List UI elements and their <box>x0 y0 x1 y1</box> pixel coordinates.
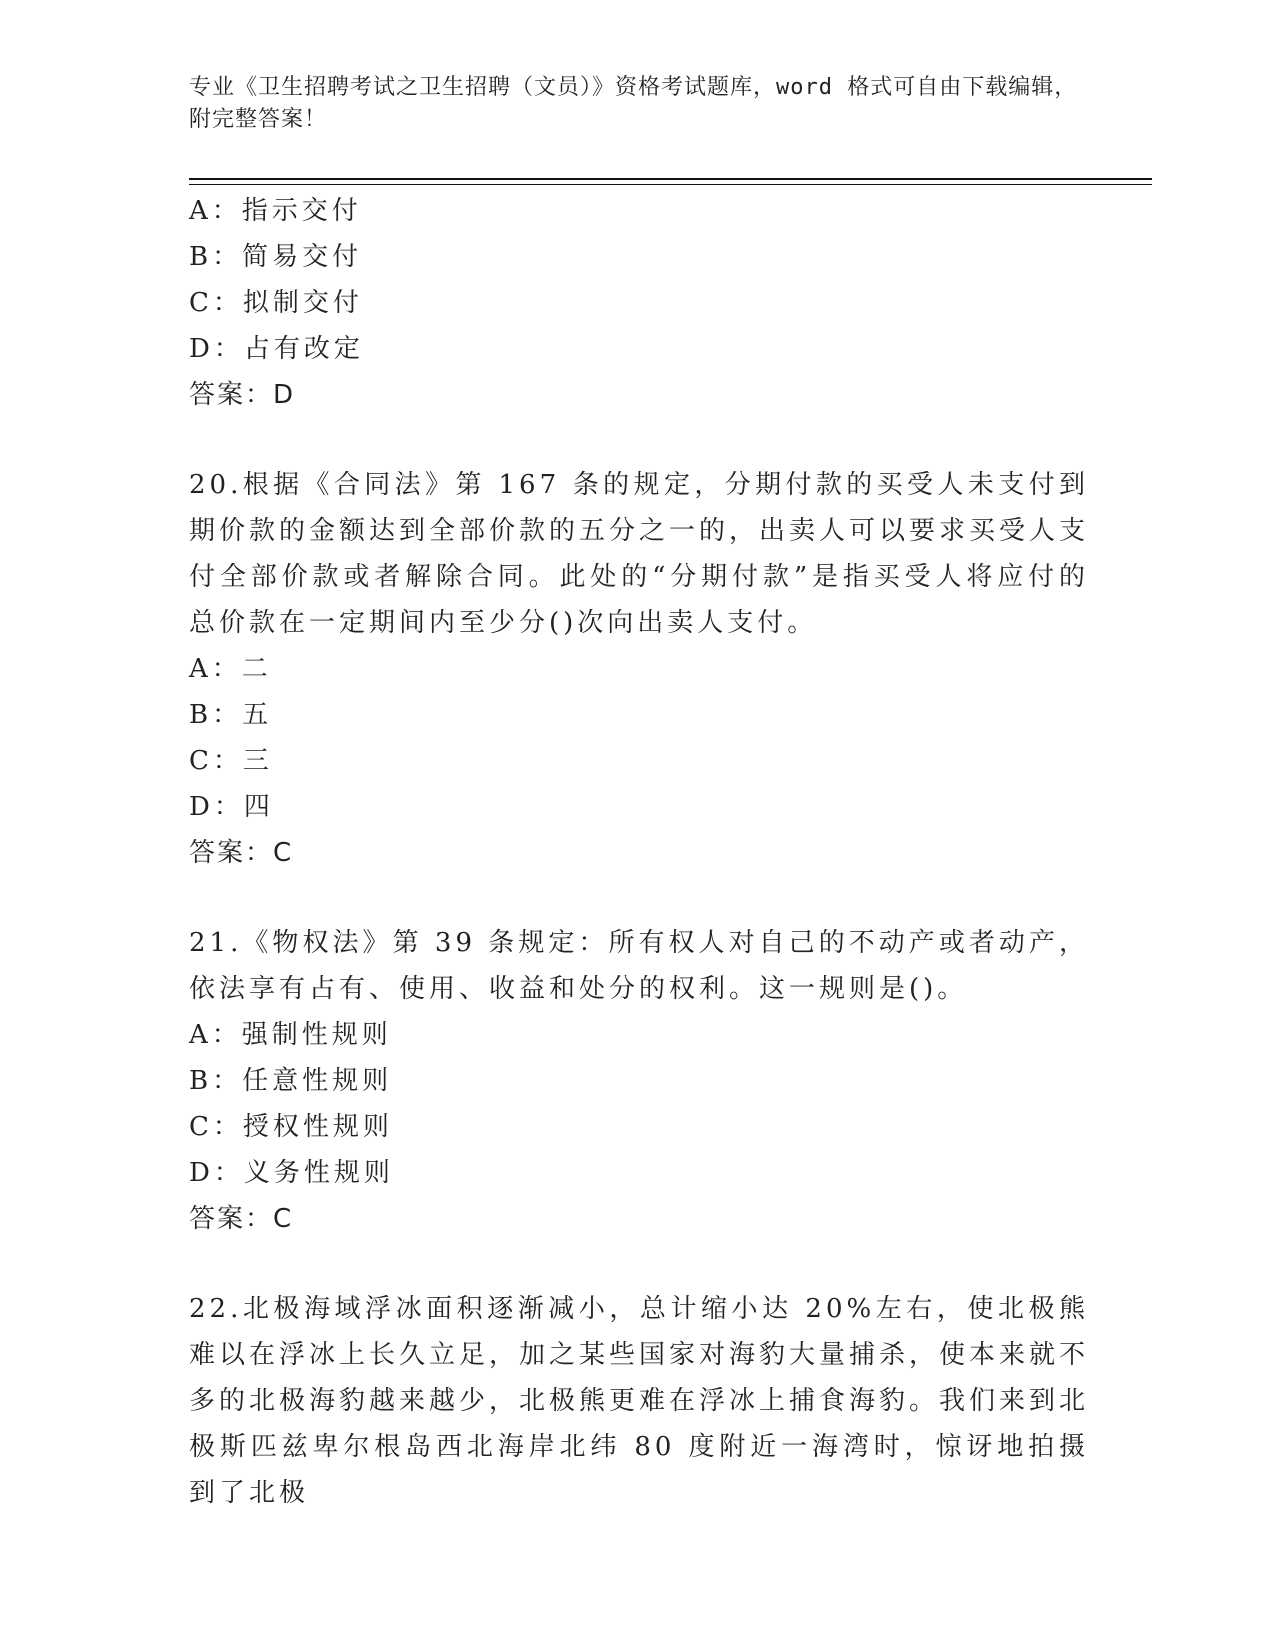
document-header: 专业《卫生招聘考试之卫生招聘（文员）》资格考试题库，word 格式可自由下载编辑，附完整答案！ <box>189 75 1078 132</box>
spacer <box>189 1242 1089 1286</box>
option-c: C：授权性规则 <box>189 1112 393 1142</box>
answer: 答案：C <box>189 838 294 868</box>
option-d: D：义务性规则 <box>189 1158 394 1188</box>
answer: 答案：C <box>189 1204 294 1234</box>
question-stem: 22.北极海域浮冰面积逐渐减小，总计缩小达 20%左右，使北极熊难以在浮冰上长久立足，加之某些国家对海豹大量捕杀，使本来就不多的北极海豹越来越少，北极熊更难在浮冰上捕食海豹。我们来到北极斯匹兹卑尔根岛西北海岸北纬 80 度附近一海湾时，惊讶地拍摄到了北极 <box>189 1294 1090 1508</box>
header-divider-thin <box>189 184 1152 185</box>
question-21 <box>189 920 1089 1242</box>
option-a: A：强制性规则 <box>189 1020 392 1050</box>
option-a: A：二 <box>189 654 272 684</box>
option-b: B：任意性规则 <box>189 1066 393 1096</box>
spacer <box>189 876 1089 920</box>
question-20 <box>189 462 1089 876</box>
option-b: B：简易交付 <box>189 242 363 272</box>
option-b: B：五 <box>189 700 273 730</box>
header-divider-thick <box>189 178 1152 180</box>
spacer <box>189 418 1089 462</box>
option-c: C：拟制交付 <box>189 288 363 318</box>
question-19 <box>189 188 1089 418</box>
question-22 <box>189 1286 1089 1516</box>
option-d: D：占有改定 <box>189 334 364 364</box>
option-a: A：指示交付 <box>189 196 362 226</box>
option-d: D：四 <box>189 792 274 822</box>
question-stem: 20.根据《合同法》第 167 条的规定，分期付款的买受人未支付到期价款的金额达到全部价款的五分之一的，出卖人可以要求买受人支付全部价款或者解除合同。此处的“分期付款”是指买受人将应付的总价款在一定期间内至少分()次向出卖人支付。 <box>189 470 1090 638</box>
question-stem: 21.《物权法》第 39 条规定：所有权人对自己的不动产或者动产，依法享有占有、使用、收益和处分的权利。这一规则是()。 <box>189 928 1089 1004</box>
answer: 答案：D <box>189 380 296 410</box>
option-c: C：三 <box>189 746 273 776</box>
question-content <box>189 188 1089 1516</box>
